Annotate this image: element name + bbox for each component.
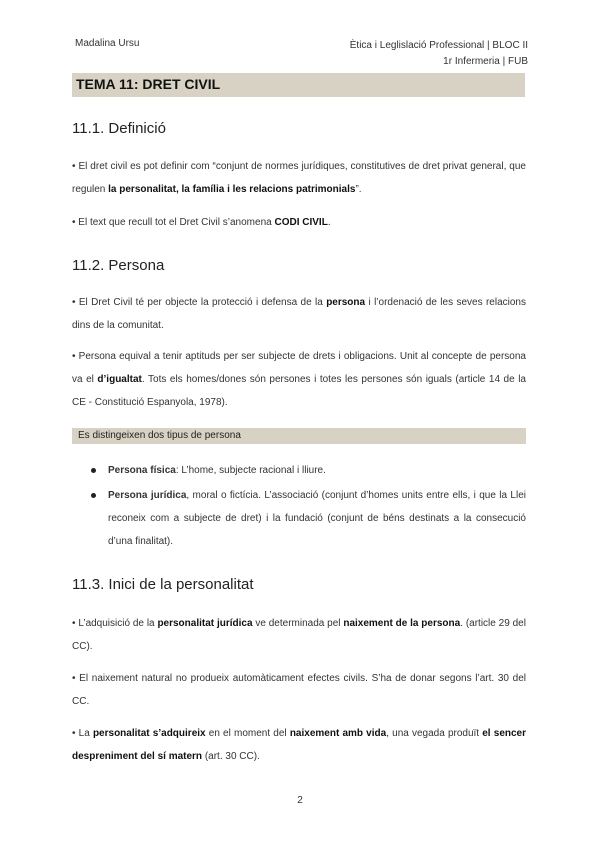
- paragraph-naixement-natural: • El naixement natural no produeix automàticament efectes civils. S’ha de donar segons l’art. 30 del CC.: [72, 673, 526, 707]
- paragraph-codi-civil: • El text que recull tot el Dret Civil s’anomena CODI CIVIL.: [72, 217, 331, 228]
- bullet-dot-icon: [91, 493, 96, 498]
- header-group: 1r Infermeria | FUB: [443, 56, 528, 67]
- bullet-persona-juridica: Persona jurídica, moral o fictícia. L’associació (conjunt d’homes units entre ells, i que la Llei reconeix com a subjecte de dret) i la fundació (conjunt de béns destinats a la consecució d’una finalitat).: [108, 490, 526, 547]
- tema-title: TEMA 11: DRET CIVIL: [76, 76, 221, 92]
- header-course-info: [350, 38, 528, 70]
- section-heading-inici-personalitat: 11.3. Inici de la personalitat: [72, 576, 254, 593]
- header-author: Madalina Ursu: [75, 38, 140, 49]
- section-heading-definicio: 11.1. Definició: [72, 120, 166, 137]
- bullet-persona-fisica: Persona física: L’home, subjecte racional i lliure.: [108, 465, 326, 476]
- paragraph-igualtat: • Persona equival a tenir aptituds per ser subjecte de drets i obligacions. Unit al concepte de persona va el d’igualtat. Tots els homes/dones són persones i totes les persones són iguals (article 14 de la CE - Constitució Espanyola, 1978).: [72, 351, 526, 408]
- bullet-dot-icon: [91, 468, 96, 473]
- paragraph-personalitat-adquireix: • La personalitat s’adquireix en el moment del naixement amb vida, una vegada produït el sencer despreniment del sí matern (art. 30 CC).: [72, 728, 526, 762]
- paragraph-adquisicio: • L’adquisició de la personalitat jurídica ve determinada pel naixement de la persona. (article 29 del CC).: [72, 618, 526, 652]
- section-heading-persona: 11.2. Persona: [72, 257, 165, 274]
- header-course: Ètica i Leglislació Professional | BLOC II: [349, 40, 528, 51]
- page-number: 2: [297, 795, 303, 806]
- tema-title-bar: [72, 73, 525, 97]
- subheading-bar: [72, 428, 526, 444]
- paragraph-objecte: • El Dret Civil té per objecte la protecció i defensa de la persona i l’ordenació de les seves relacions dins de la comunitat.: [72, 297, 526, 331]
- paragraph-definicio: • El dret civil es pot definir com “conjunt de normes jurídiques, constitutives de dret privat general, que regulen la personalitat, la família i les relacions patrimonials”.: [72, 161, 526, 195]
- subheading-tipus-persona: Es distingeixen dos tipus de persona: [78, 430, 241, 441]
